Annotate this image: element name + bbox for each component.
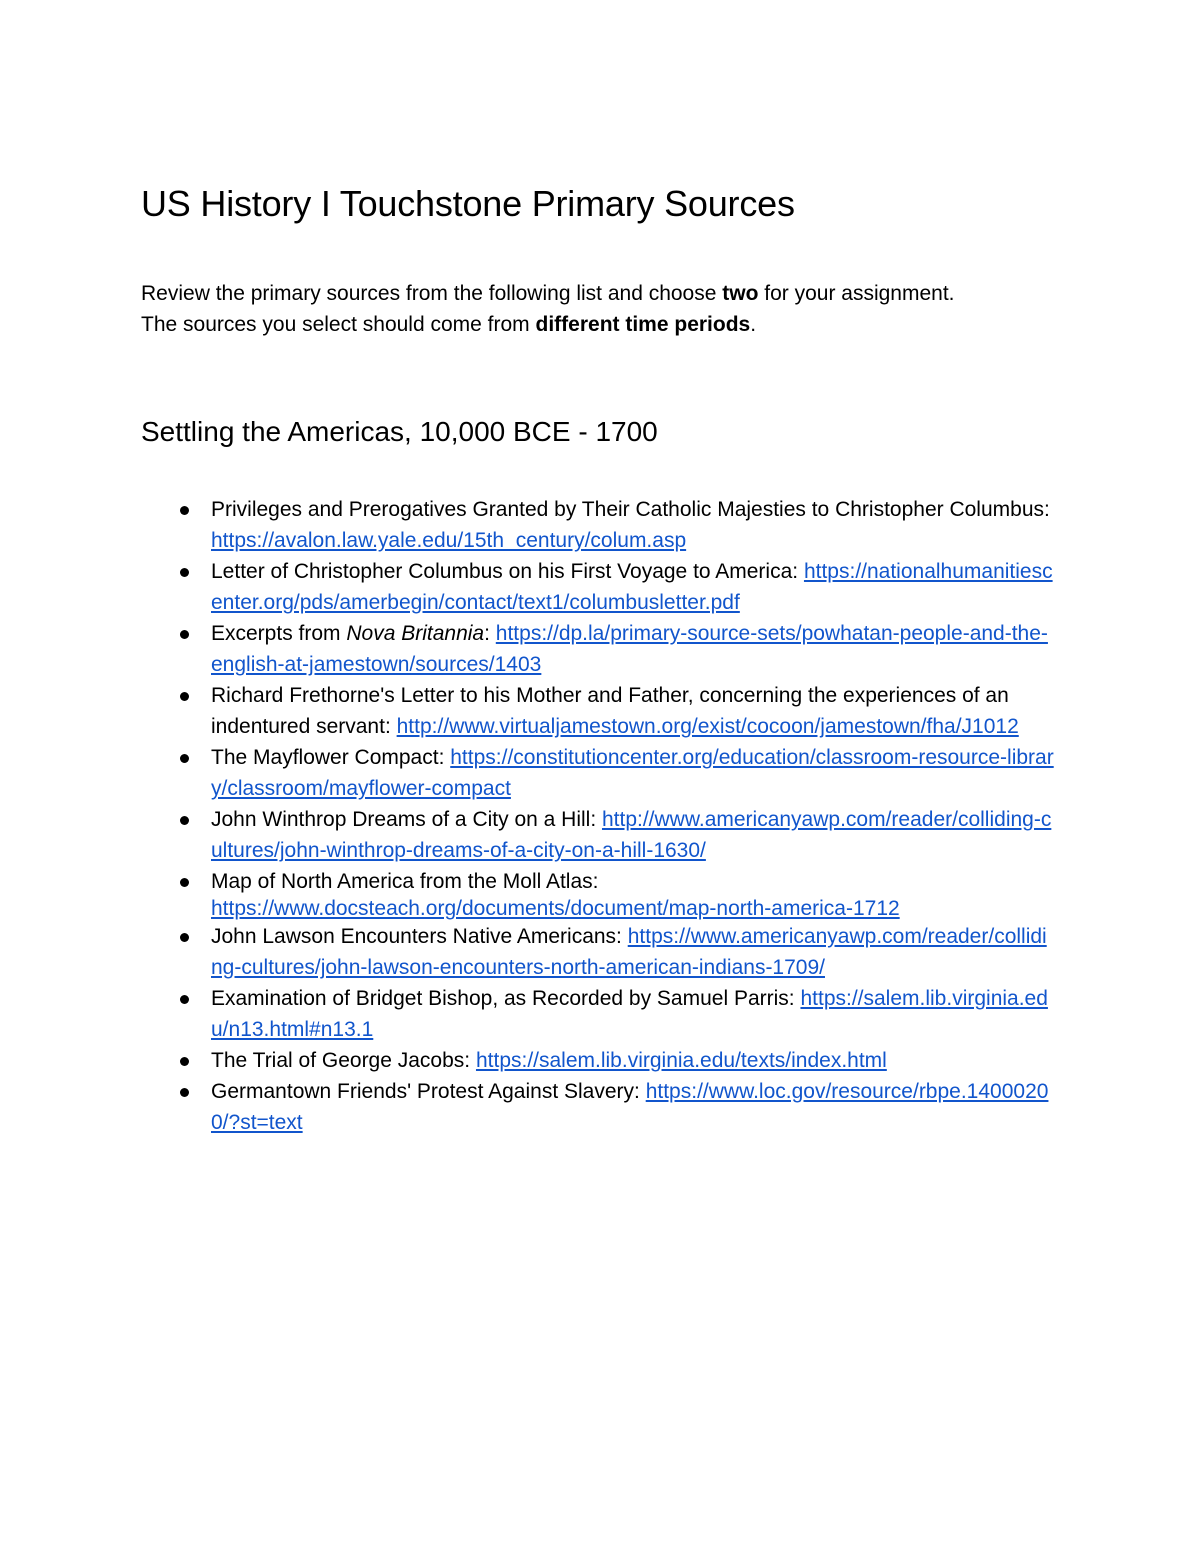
- source-title: Letter of Christopher Columbus on his First Voyage to America:: [211, 560, 804, 583]
- bullet-icon: [180, 1088, 189, 1097]
- document-title: US History I Touchstone Primary Sources: [141, 183, 795, 224]
- source-title: Richard Frethorne's Letter to his Mother and Father, concerning the experiences of an indentured servant:: [211, 684, 1009, 738]
- list-item: [141, 556, 1057, 618]
- intro-line-2-text: The sources you select should come from: [141, 313, 536, 336]
- bullet-icon: [180, 878, 189, 887]
- intro-line-1: [141, 278, 1061, 309]
- bullet-icon: [180, 506, 189, 515]
- bullet-icon: [180, 995, 189, 1004]
- bullet-icon: [180, 692, 189, 701]
- source-title: The Mayflower Compact:: [211, 746, 451, 769]
- source-title: Excerpts from: [211, 622, 347, 645]
- list-item: [141, 866, 1057, 921]
- bullet-icon: [180, 1057, 189, 1066]
- source-list: [141, 494, 1061, 1138]
- source-title: John Winthrop Dreams of a City on a Hill:: [211, 808, 602, 831]
- source-link[interactable]: https://nationalhumanitiescenter.org/pds/amerbegin/contact/text1/columbusletter.pdf: [211, 560, 1053, 614]
- list-item: [141, 804, 1057, 866]
- source-title: Germantown Friends' Protest Against Slavery:: [211, 1080, 646, 1103]
- source-link[interactable]: https://salem.lib.virginia.edu/texts/index.html: [475, 1049, 887, 1072]
- source-link[interactable]: https://avalon.law.yale.edu/15th_century/colum.asp: [211, 529, 687, 552]
- source-title: Privileges and Prerogatives Granted by Their Catholic Majesties to Christopher Columbus:: [211, 498, 1050, 521]
- intro-line-1-text: Review the primary sources from the following list and choose: [141, 282, 723, 305]
- list-item: [141, 742, 1057, 804]
- source-title: The Trial of George Jacobs:: [211, 1049, 476, 1072]
- list-item: [141, 494, 1057, 556]
- intro-emphasis-time-periods: different time periods: [535, 313, 751, 336]
- source-title-end: :: [484, 622, 496, 645]
- list-item: [141, 680, 1057, 742]
- bullet-icon: [180, 630, 189, 639]
- intro-line-2-end: .: [750, 313, 757, 336]
- list-item: [141, 983, 1057, 1045]
- bullet-icon: [180, 568, 189, 577]
- intro-paragraph: [141, 278, 1061, 340]
- source-link[interactable]: https://salem.lib.virginia.edu/n13.html#n13.1: [211, 987, 1048, 1041]
- bullet-icon: [180, 754, 189, 763]
- intro-line-1-end: for your assignment.: [758, 282, 955, 305]
- document-page: [141, 178, 1061, 1138]
- section-heading: Settling the Americas, 10,000 BCE - 1700: [141, 416, 658, 447]
- source-link[interactable]: https://constitutioncenter.org/education/classroom-resource-library/classroom/mayflower-compact: [211, 746, 1054, 800]
- source-link[interactable]: http://www.americanyawp.com/reader/colliding-cultures/john-winthrop-dreams-of-a-city-on-a-hill-1630/: [211, 808, 1052, 862]
- list-item: [141, 1076, 1057, 1138]
- source-title: Examination of Bridget Bishop, as Recorded by Samuel Parris:: [211, 987, 801, 1010]
- source-link[interactable]: https://dp.la/primary-source-sets/powhatan-people-and-the-english-at-jamestown/sources/1403: [211, 622, 1048, 676]
- list-item: [141, 921, 1057, 983]
- source-link[interactable]: https://www.docsteach.org/documents/document/map-north-america-1712: [211, 897, 900, 920]
- source-title-italic: Nova Britannia: [346, 622, 485, 645]
- list-item: [141, 1045, 1057, 1076]
- list-item: [141, 618, 1057, 680]
- bullet-icon: [180, 816, 189, 825]
- intro-line-2: [141, 309, 1061, 340]
- bullet-icon: [180, 933, 189, 942]
- intro-emphasis-two: two: [722, 282, 759, 305]
- source-link[interactable]: https://www.loc.gov/resource/rbpe.14000200/?st=text: [211, 1080, 1049, 1134]
- source-title: Map of North America from the Moll Atlas:: [211, 870, 599, 893]
- source-link[interactable]: http://www.virtualjamestown.org/exist/cocoon/jamestown/fha/J1012: [396, 715, 1019, 738]
- source-link[interactable]: https://www.americanyawp.com/reader/colliding-cultures/john-lawson-encounters-north-american-indians-1709/: [211, 925, 1047, 979]
- source-title: John Lawson Encounters Native Americans:: [211, 925, 628, 948]
